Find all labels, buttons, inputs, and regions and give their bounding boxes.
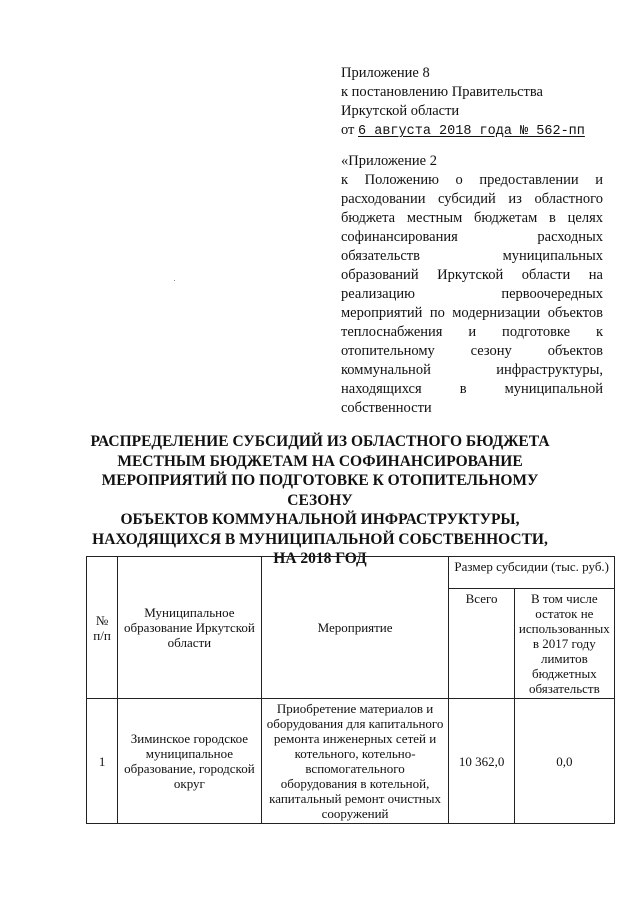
subsidy-table — [86, 556, 615, 824]
heading-line: РАСПРЕДЕЛЕНИЕ СУБСИДИЙ ИЗ ОБЛАСТНОГО БЮДЖЕТА — [90, 433, 550, 450]
row-activity: Приобретение материалов и оборудования для капитального ремонта инженерных сетей и котельного, котельно-вспомогательного оборудования в котельной, капитальный ремонт очистных сооружений — [261, 699, 449, 824]
table-row — [87, 699, 615, 824]
header-activity: Мероприятие — [261, 557, 449, 699]
header-subsidy: Размер субсидии (тыс. руб.) — [449, 557, 615, 589]
scan-speck — [174, 280, 175, 281]
appendix-header — [341, 64, 603, 141]
appendix-from: от — [341, 122, 355, 138]
appendix-region: Иркутской области — [341, 103, 460, 119]
appendix2-block — [341, 152, 603, 418]
header-total: Всего — [449, 589, 514, 699]
row-municipality: Зиминское городское муниципальное образование, городской округ — [118, 699, 262, 824]
header-remainder: В том числе остаток не использованных в 2017 году лимитов бюджетных обязательств — [514, 589, 614, 699]
appendix-number: Приложение 8 — [341, 65, 430, 81]
heading-line: МЕРОПРИЯТИЙ ПО ПОДГОТОВКЕ К ОТОПИТЕЛЬНОМУ СЕЗОНУ — [101, 472, 539, 509]
appendix2-body: к Положению о предоставлении и расходовании субсидий из областного бюджета местным бюджетам в целях софинансирования расходных обязательств муниципальных образований Иркутской области на реализацию первоочередных мероприятий по модернизации объектов теплоснабжения и подготовке к отопительному сезону объектов коммунальной инфраструктуры, находящихся в муниципальной собственности — [341, 172, 603, 416]
header-num: № п/п — [87, 557, 118, 699]
appendix-date-line — [341, 121, 603, 141]
row-total: 10 362,0 — [449, 699, 514, 824]
heading-line: НАХОДЯЩИХСЯ В МУНИЦИПАЛЬНОЙ СОБСТВЕННОСТИ, — [92, 530, 548, 548]
heading-line: ОБЪЕКТОВ КОММУНАЛЬНОЙ ИНФРАСТРУКТУРЫ, — [120, 511, 520, 528]
appendix-resolution: к постановлению Правительства — [341, 84, 543, 100]
heading-line: НА 2018 ГОД — [273, 550, 367, 567]
header-municipality: Муниципальное образование Иркутской области — [118, 557, 262, 699]
table-header-row — [87, 557, 615, 589]
row-remainder: 0,0 — [514, 699, 614, 824]
appendix2-title: «Приложение 2 — [341, 153, 437, 169]
appendix-date: 6 августа 2018 года № 562-пп — [358, 124, 585, 139]
document-heading — [70, 432, 570, 569]
row-num: 1 — [87, 699, 118, 824]
heading-line: МЕСТНЫМ БЮДЖЕТАМ НА СОФИНАНСИРОВАНИЕ — [117, 452, 523, 470]
